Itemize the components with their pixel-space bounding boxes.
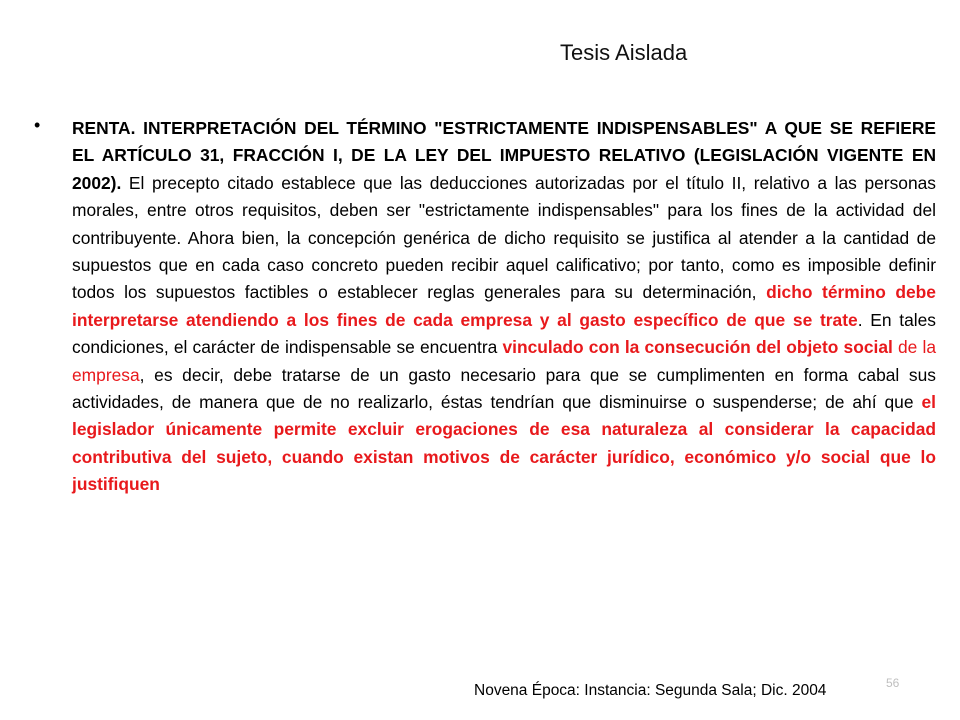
emphasis-de-la-empresa: de la empresa <box>72 337 936 385</box>
text-segment-2: . En tales condiciones, el carácter de indispensable se encuentra <box>72 309 936 358</box>
footer-source: Novena Época: Instancia: Segunda Sala; Dic. 2004 <box>474 682 827 699</box>
emphasis-objeto-social: vinculado con la consecución del objeto social <box>502 337 893 358</box>
page-number: 56 <box>886 676 900 690</box>
thesis-paragraph <box>72 115 936 499</box>
text-segment-3: , es decir, debe tratarse de un gasto necesario para que se cumplimenten en forma cabal sus actividades, de manera que de no realizarlo, éstas tendrían que disminuirse o suspenderse; de ahí que <box>72 364 936 413</box>
thesis-heading: RENTA. INTERPRETACIÓN DEL TÉRMINO "ESTRICTAMENTE INDISPENSABLES" A QUE SE REFIERE EL ARTÍCULO 31, FRACCIÓN I, DE LA LEY DEL IMPUESTO RELATIVO (LEGISLACIÓN VIGENTE EN 2002). <box>72 118 936 193</box>
text-segment-1: El precepto citado establece que las deducciones autorizadas por el título II, relativo a las personas morales, entre otros requisitos, deben ser "estrictamente indispensables" para los fines de la actividad del contribuyente. Ahora bien, la concepción genérica de dicho requisito se justifica al atender a la cantidad de supuestos que en cada caso concreto pueden recibir aquel calificativo; por tanto, como es imposible definir todos los supuestos factibles o establecer reglas generales para su determinación, <box>72 172 936 303</box>
emphasis-fines-empresa: dicho término debe interpretarse atendiendo a los fines de cada empresa y al gasto específico de que se trate <box>72 282 936 330</box>
emphasis-legislador: el legislador únicamente permite excluir erogaciones de esa naturaleza al considerar la capacidad contributiva del sujeto, cuando existan motivos de carácter jurídico, económico y/o social que lo justifiquen <box>72 392 936 495</box>
slide-title: Tesis Aislada <box>560 40 688 65</box>
bullet-marker: • <box>34 115 41 135</box>
